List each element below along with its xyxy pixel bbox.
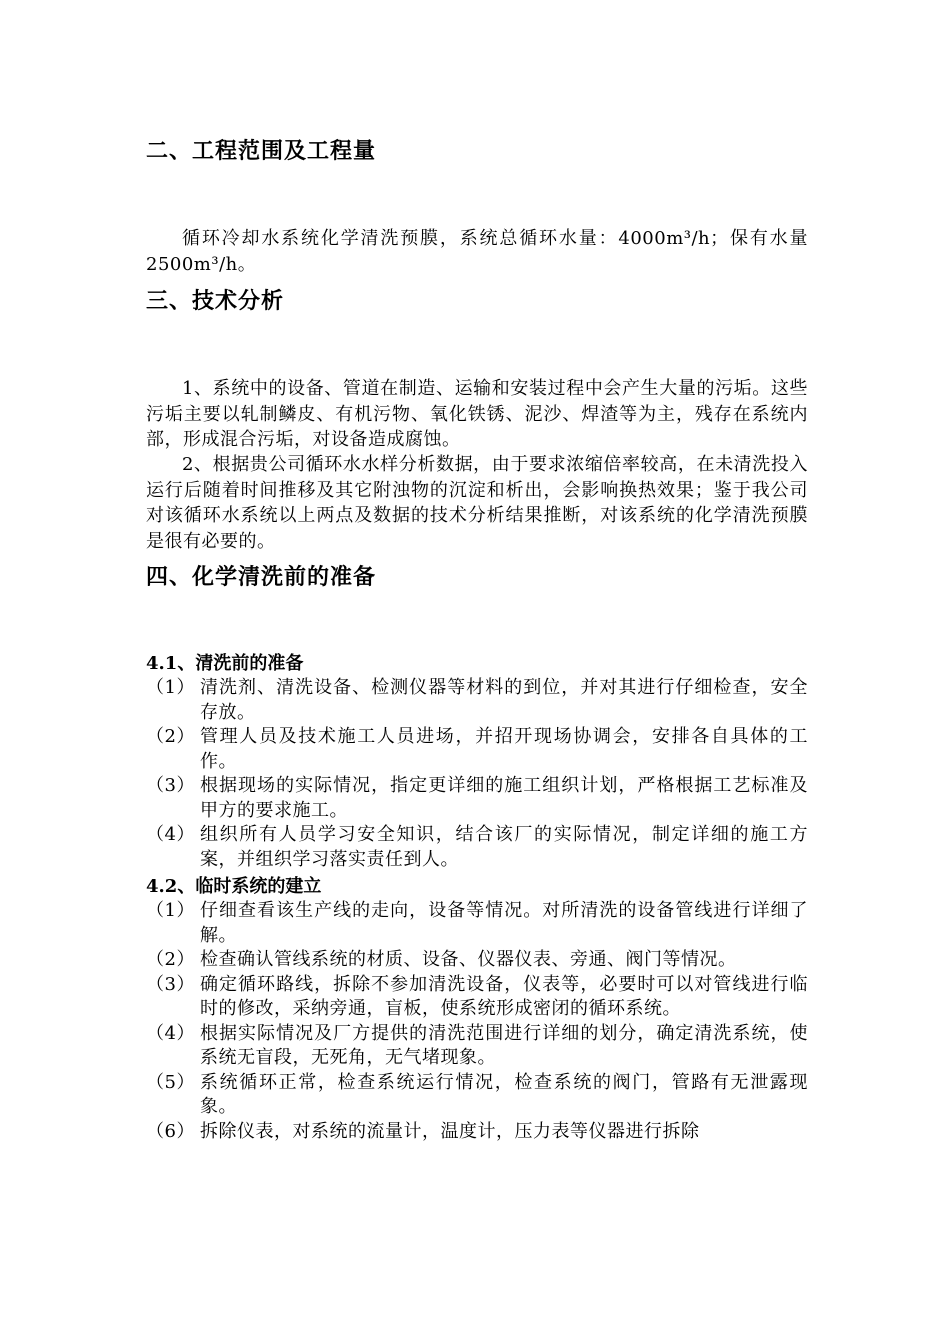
list-item: [146, 1120, 808, 1145]
list-item-text: 确定循环路线，拆除不参加清洗设备，仪表等，必要时可以对管线进行临时的修改，采纳旁通，盲板，使系统形成密闭的循环系统。: [200, 973, 808, 1019]
list-item: [146, 774, 808, 823]
list-item-text: 清洗剂、清洗设备、检测仪器等材料的到位，并对其进行仔细检查，安全存放。: [200, 677, 808, 723]
list-item-text: 管理人员及技术施工人员进场，并招开现场协调会，安排各自具体的工作。: [200, 726, 808, 772]
list-item: [146, 823, 808, 872]
list-item-number: （1）: [146, 677, 195, 698]
section-3-paragraph-2: 2、根据贵公司循环水水样分析数据，由于要求浓缩倍率较高，在未清洗投入运行后随着时间推移及其它附浊物的沉淀和析出，会影响换热效果；鉴于我公司对该循环水系统以上两点及数据的技术分析结果推断，对该系统的化学清洗预膜是很有必要的。: [146, 454, 808, 552]
section-2-paragraph: 循环冷却水系统化学清洗预膜，系统总循环水量：4000m³/h；保有水量2500m³/h。: [146, 228, 808, 275]
list-item-text: 系统循环正常，检查系统运行情况，检查系统的阀门，管路有无泄露现象。: [200, 1071, 808, 1117]
subsection-4-1-title: 4.1、清洗前的准备: [146, 653, 304, 674]
subsection-4-2-list: [146, 899, 808, 1144]
list-item: [146, 1071, 808, 1120]
list-item-number: （1）: [146, 900, 195, 921]
list-item-number: （5）: [146, 1071, 195, 1093]
list-item-text: 根据实际情况及厂方提供的清洗范围进行详细的划分，确定清洗系统，使系统无盲段，无死角，无气堵现象。: [200, 1022, 808, 1068]
list-item-number: （6）: [146, 1120, 195, 1142]
section-3-title: 三、技术分析: [146, 288, 285, 314]
list-item-text: 仔细查看该生产线的走向，设备等情况。对所清洗的设备管线进行详细了解。: [200, 900, 808, 946]
list-item: [146, 973, 808, 1022]
list-item-text: 检查确认管线系统的材质、设备、仪器仪表、旁通、阀门等情况。: [200, 949, 737, 970]
list-item-number: （3）: [146, 775, 195, 796]
list-item: [146, 1022, 808, 1071]
list-item: [146, 725, 808, 774]
section-2-title: 二、工程范围及工程量: [146, 138, 377, 164]
subsection-4-1-list: [146, 676, 808, 872]
section-4-title: 四、化学清洗前的准备: [146, 564, 377, 590]
list-item-text: 组织所有人员学习安全知识，结合该厂的实际情况，制定详细的施工方案，并组织学习落实责任到人。: [200, 824, 808, 870]
subsection-4-2-title: 4.2、临时系统的建立: [146, 876, 322, 897]
list-item: [146, 899, 808, 948]
list-item-text: 根据现场的实际情况，指定更详细的施工组织计划，严格根据工艺标准及甲方的要求施工。: [200, 775, 808, 821]
list-item-number: （4）: [146, 1022, 195, 1044]
list-item-text: 拆除仪表，对系统的流量计，温度计，压力表等仪器进行拆除: [200, 1120, 700, 1142]
list-item-number: （2）: [146, 949, 195, 970]
list-item: [146, 676, 808, 725]
list-item-number: （2）: [146, 726, 195, 747]
section-3-paragraph-1: 1、系统中的设备、管道在制造、运输和安装过程中会产生大量的污垢。这些污垢主要以轧制鳞皮、有机污物、氧化铁锈、泥沙、焊渣等为主，残存在系统内部，形成混合污垢，对设备造成腐蚀。: [146, 378, 808, 450]
list-item-number: （4）: [146, 824, 195, 845]
list-item-number: （3）: [146, 973, 195, 995]
list-item: [146, 948, 808, 973]
